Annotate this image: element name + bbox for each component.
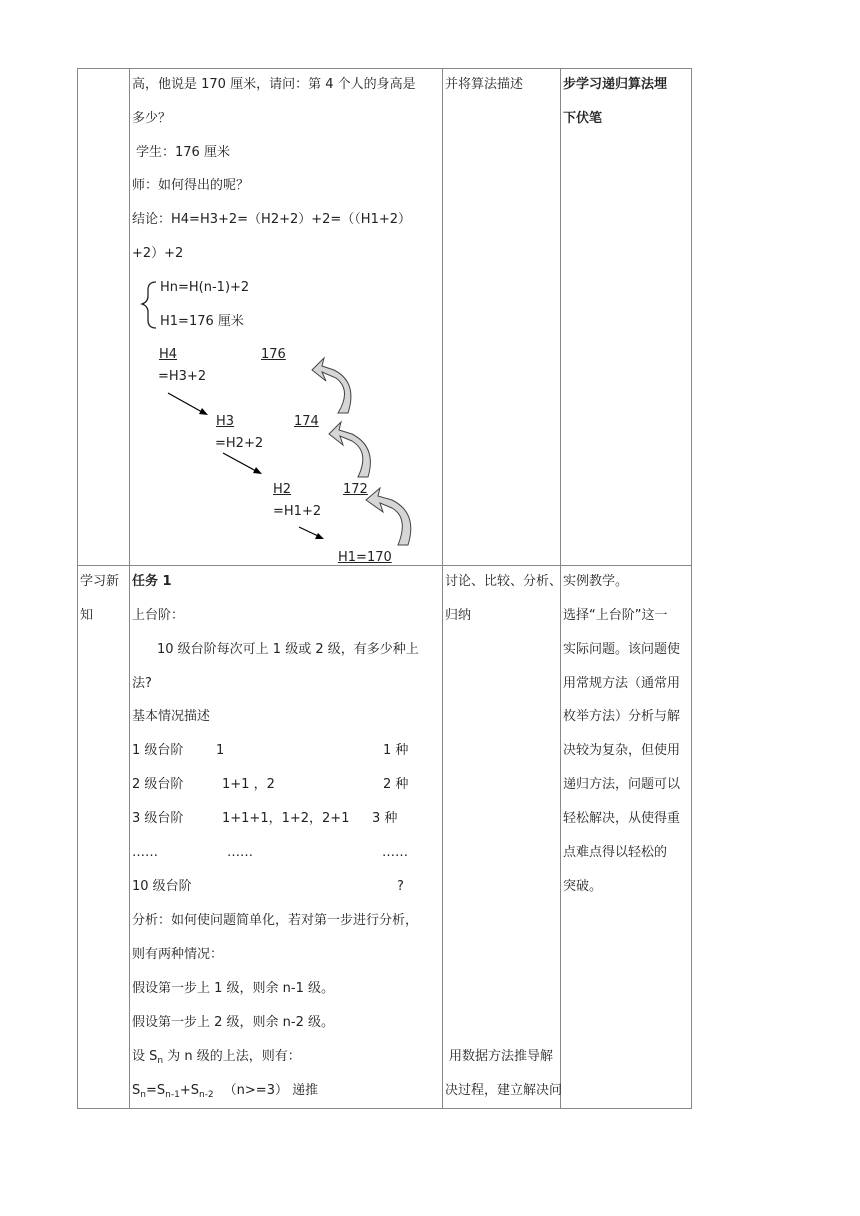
diagram-value-176: 176	[261, 347, 286, 362]
intent-text: 递归方法，问题可以	[563, 777, 681, 792]
return-arrow-2	[329, 422, 370, 477]
assumption-text: 假设第一步上 1 级，则余 n-1 级。	[132, 981, 335, 996]
arrow-head	[315, 533, 324, 539]
diagram-label-h2: H2	[273, 482, 292, 497]
stage-label: 学习新	[80, 574, 120, 589]
arrow-h2-h1	[299, 527, 318, 536]
content-line: 高，他说是 170 厘米，请问：第 4 个人的身高是	[132, 77, 416, 92]
method-text: 归纳	[445, 608, 472, 623]
method-text: 决过程，建立解决问	[445, 1083, 563, 1098]
intent-text: 轻松解决，从使得重	[563, 811, 681, 826]
stage-label: 知	[80, 608, 94, 623]
intent-text: 实例教学。	[563, 574, 629, 589]
base-case-formula: H1=176 厘米	[160, 314, 244, 329]
intent-text: 实际问题。该问题使	[563, 642, 681, 657]
formula-subscript: n	[140, 1090, 146, 1100]
diagram-label-h3: H3	[216, 414, 235, 429]
brace-shape	[142, 282, 156, 328]
analysis-text: 则有两种情况：	[132, 947, 224, 962]
return-arrow-1	[312, 358, 351, 413]
intent-text: 突破。	[563, 879, 603, 894]
diagram-label-h4: H4	[159, 347, 178, 362]
diagram-label-h1: H1=170	[338, 550, 392, 565]
method-text: 讨论、比较、分析、	[445, 574, 563, 589]
formula-subscript: n-1	[165, 1090, 180, 1100]
arrow-head	[253, 467, 262, 474]
case-count: 1 种	[383, 743, 409, 758]
analysis-text: 分析：如何使问题简单化，若对第一步进行分析，	[132, 913, 419, 928]
case-ways: 1+1 ，2	[222, 777, 275, 792]
formula-tail: （n>=3） 递推	[223, 1083, 319, 1098]
diagram-eq-h1: =H1+2	[273, 504, 322, 519]
method-text: 用数据方法推导解	[449, 1049, 554, 1064]
recursion-formula: Hn=H(n-1)+2	[160, 280, 250, 295]
case-ways: 1+1+1，1+2，2+1	[222, 811, 350, 826]
case-count: ……	[382, 845, 408, 860]
arrow-h3-h2	[223, 453, 256, 471]
content-line: 多少？	[132, 111, 172, 126]
basic-heading: 基本情况描述	[132, 709, 211, 724]
case-count: ?	[397, 879, 404, 894]
diagram-eq-h3: =H3+2	[158, 369, 207, 384]
definition-subscript: n	[157, 1056, 164, 1066]
diagram-eq-h2: =H2+2	[215, 436, 264, 451]
diagram-value-174: 174	[294, 414, 319, 429]
case-label: ……	[132, 845, 158, 860]
content-line: 学生：176 厘米	[136, 145, 230, 160]
task-title: 任务 1	[132, 574, 172, 589]
case-count: 2 种	[383, 777, 409, 792]
content-line: 师：如何得出的呢？	[132, 178, 250, 193]
problem-text: 法?	[132, 676, 152, 691]
intent-text: 枚举方法）分析与解	[563, 709, 681, 724]
arrow-head	[199, 408, 208, 415]
recurrence-formula	[132, 1083, 318, 1103]
method-text: 并将算法描述	[445, 77, 524, 92]
problem-text: 10 级台阶每次可上 1 级或 2 级，有多少种上	[157, 642, 419, 657]
table-border-bottom	[77, 1108, 692, 1109]
case-label: 10 级台阶	[132, 879, 192, 894]
assumption-text: 假设第一步上 2 级，则余 n-2 级。	[132, 1015, 335, 1030]
formula-subscript: n-2	[198, 1090, 214, 1100]
intent-text: 点难点得以轻松的	[563, 845, 668, 860]
intent-text: 步学习递归算法埋	[563, 77, 668, 92]
intent-text: 用常规方法（通常用	[563, 676, 681, 691]
arrow-h4-h3	[168, 393, 202, 412]
content-line: 结论：H4=H3+2=（H2+2）+2=（（H1+2）	[132, 212, 412, 227]
case-ways: ……	[227, 845, 253, 860]
task-subtitle: 上台阶：	[132, 608, 185, 623]
definition-suffix: 为 n 级的上法，则有：	[163, 1049, 301, 1064]
recursion-diagram	[0, 0, 860, 600]
case-label: 3 级台阶	[132, 811, 184, 826]
diagram-value-172: 172	[343, 482, 368, 497]
intent-text: 下伏笔	[563, 111, 603, 126]
case-label: 1 级台阶	[132, 743, 184, 758]
formula-part: +S	[179, 1083, 199, 1098]
formula-part: =S	[145, 1083, 166, 1098]
definition-text	[132, 1049, 301, 1069]
case-label: 2 级台阶	[132, 777, 184, 792]
formula-part: S	[132, 1083, 141, 1098]
intent-text: 决较为复杂，但使用	[563, 743, 681, 758]
intent-text: 选择“上台阶”这一	[563, 608, 668, 623]
definition-prefix: 设 S	[132, 1049, 158, 1064]
content-line: +2）+2	[132, 246, 184, 261]
case-count: 3 种	[372, 811, 398, 826]
case-ways: 1	[216, 743, 225, 758]
return-arrow-3	[366, 488, 411, 545]
